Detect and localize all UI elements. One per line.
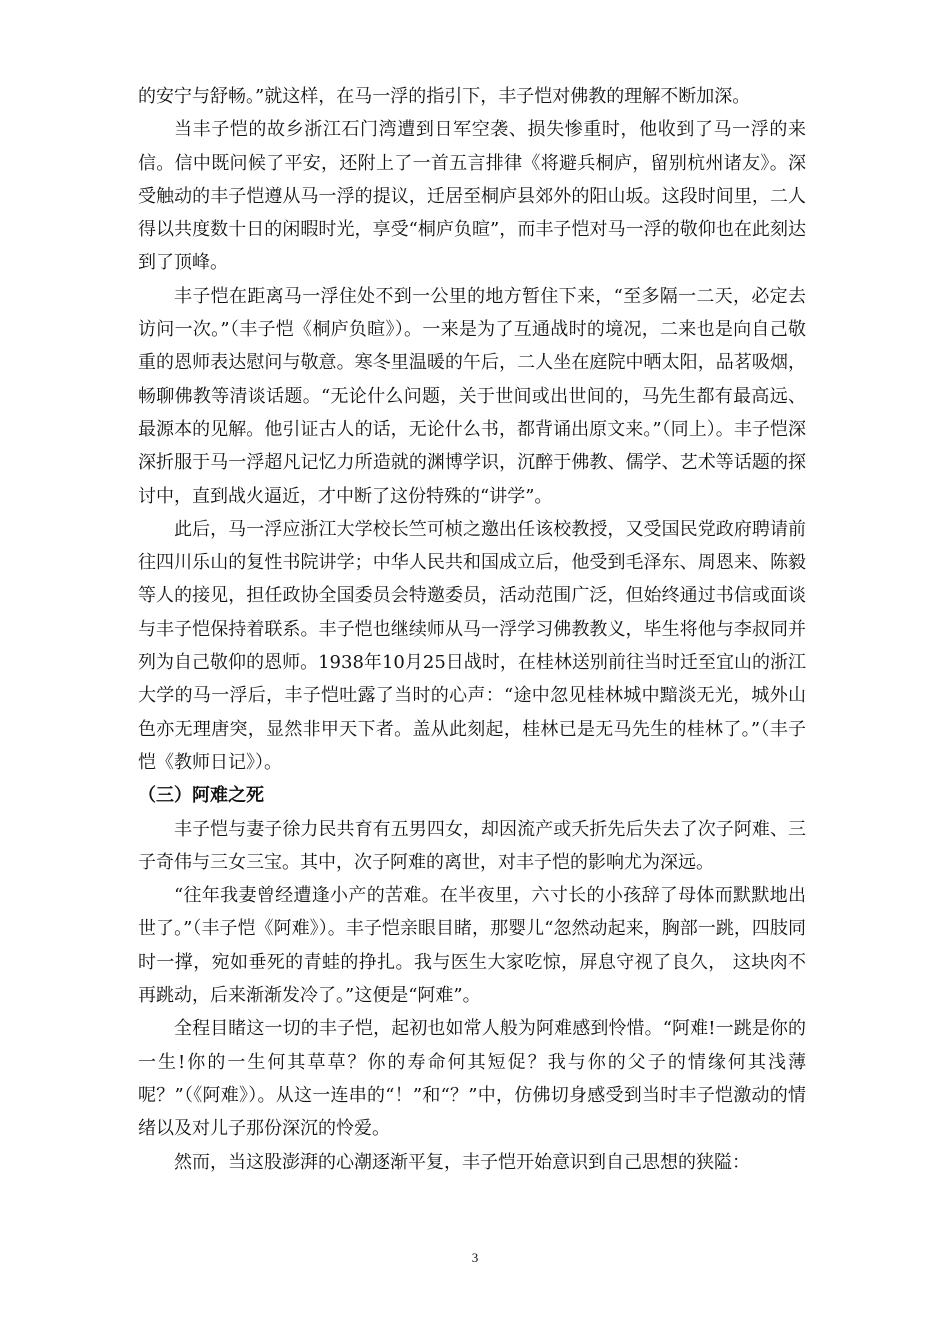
- paragraph-5: 丰子恺与妻子徐力民共育有五男四女，却因流产或夭折先后失去了次子阿难、三子奇伟与三女三宝。其中，次子阿难的离世，对丰子恺的影响尤为深远。: [138, 818, 806, 873]
- page-number: 3: [471, 1250, 479, 1265]
- paragraph-6: “往年我妻曾经遭逢小产的苦难。在半夜里，六寸长的小孩辞了母体而默默地出世了。”（丰子恺《阿难》）。丰子恺亲眼目睹，那婴儿“忽然动起来，胸部一跳，四肢同时一撑，宛如垂死的青蛙的挣扎。我与医生大家吃惊，屏息守视了良久， 这块肉不再跳动，后来渐渐发冷了。”这便是“阿难”。: [138, 885, 806, 1007]
- paragraph-7: 全程目睹这一切的丰子恺，起初也如常人般为阿难感到怜惜。“阿难!一跳是你的一生!你的一生何其草草？你的寿命何其短促？我与你的父子的情缘何其浅薄呢？”（《阿难》）。从这一连串的“！”和“？”中，仿佛切身感受到当时丰子恺激动的情绪以及对儿子那份深沉的怜爱。: [138, 1018, 806, 1140]
- section-heading: （三）阿难之死: [138, 785, 264, 807]
- document-body: [138, 80, 806, 1179]
- paragraph-4: 此后，马一浮应浙江大学校长竺可桢之邀出任该校教授，又受国民党政府聘请前往四川乐山的复性书院讲学；中华人民共和国成立后，他受到毛泽东、周恩来、陈毅等人的接见，担任政协全国委员会特邀委员，活动范围广泛，但始终通过书信或面谈与丰子恺保持着联系。丰子恺也继续师从马一浮学习佛教教义，毕生将他与李叔同并列为自己敬仰的恩师。1938年10月25日战时，在桂林送别前往当时迁至宜山的浙江大学的马一浮后，丰子恺吐露了当时的心声：“途中忽见桂林城中黯淡无光，城外山色亦无理唐突，显然非甲天下者。盖从此刻起，桂林已是无马先生的桂林了。”（丰子恺《教师日记》）。: [138, 518, 806, 773]
- paragraph-1: 的安宁与舒畅。”就这样，在马一浮的指引下，丰子恺对佛教的理解不断加深。: [138, 86, 751, 107]
- paragraph-8: 然而，当这股澎湃的心潮逐渐平复，丰子恺开始意识到自己思想的狭隘：: [174, 1151, 750, 1173]
- paragraph-2: 当丰子恺的故乡浙江石门湾遭到日军空袭、损失惨重时，他收到了马一浮的来信。信中既问候了平安，还附上了一首五言排律《将避兵桐庐，留别杭州诸友》。深受触动的丰子恺遵从马一浮的提议，迁居至桐庐县郊外的阳山坂。这段时间里，二人得以共度数十日的闲暇时光，享受“桐庐负暄”，而丰子恺对马一浮的敬仰也在此刻达到了顶峰。: [138, 119, 806, 274]
- paragraph-3: 丰子恺在距离马一浮住处不到一公里的地方暂住下来，“至多隔一二天，必定去访问一次。”（丰子恺《桐庐负暄》）。一来是为了互通战时的境况，二来也是向自己敬重的恩师表达慰问与敬意。寒冬里温暖的午后，二人坐在庭院中晒太阳，品茗吸烟，畅聊佛教等清谈话题。“无论什么问题，关于世间或出世间的，马先生都有最高远、最源本的见解。他引证古人的话，无论什么书，都背诵出原文来。”（同上）。丰子恺深深折服于马一浮超凡记忆力所造就的渊博学识，沉醉于佛教、儒学、艺术等话题的探讨中，直到战火逼近，才中断了这份特殊的“讲学”。: [138, 285, 806, 507]
